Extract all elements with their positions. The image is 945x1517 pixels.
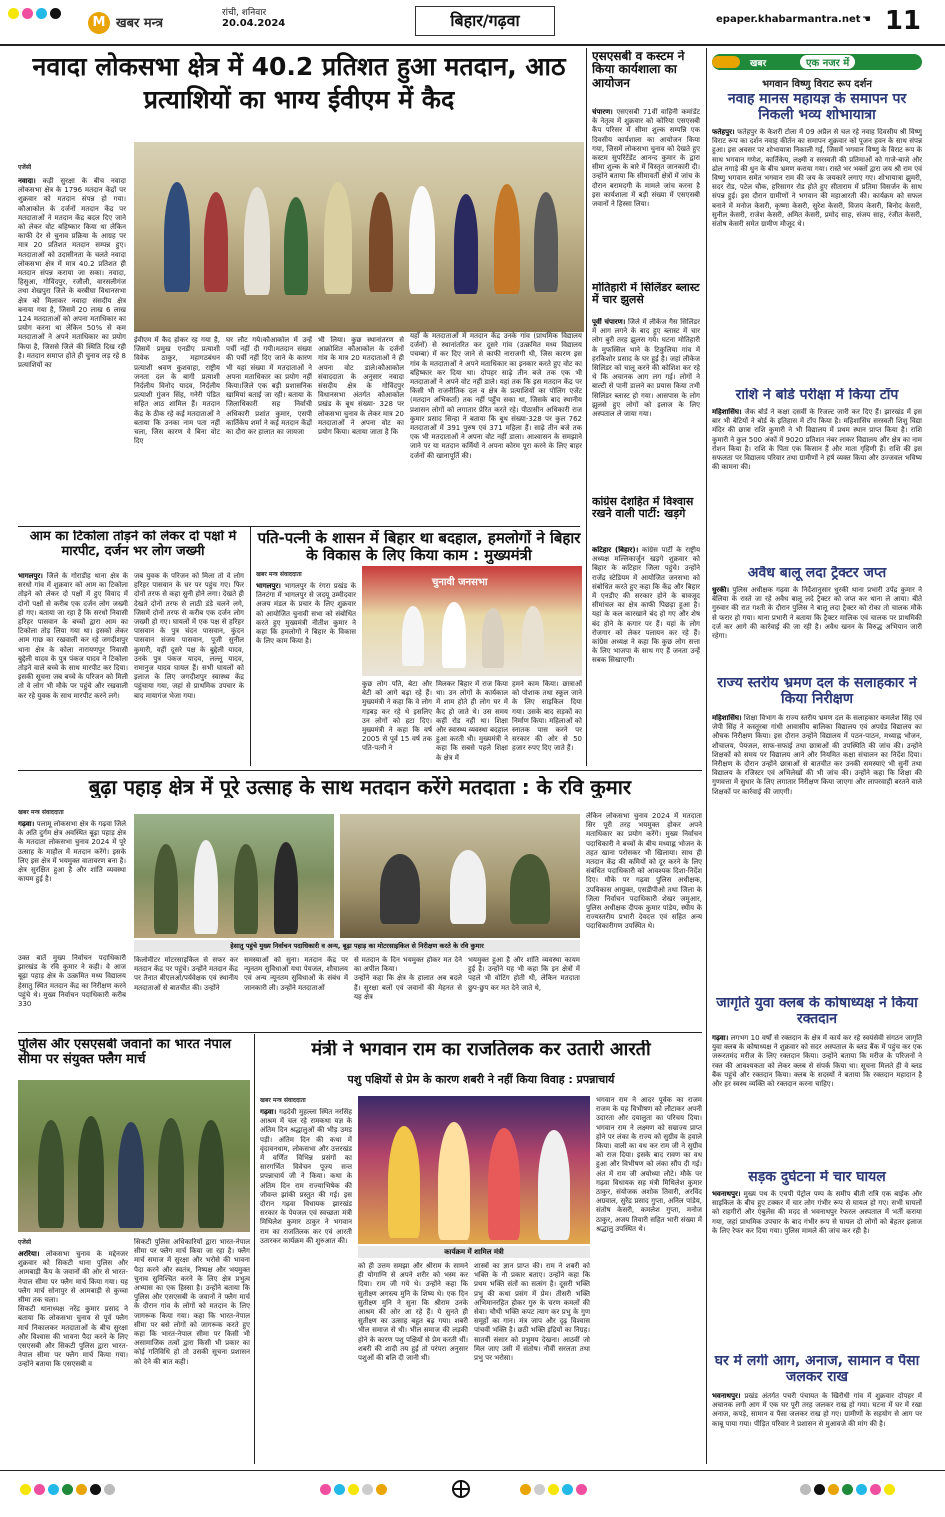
budha-photo-caption: हेसातु पहुंचे मुख्य निर्वाचन पदाधिकारी व अन्य, बूढ़ा पहाड़ का मोटरसाइकिल से निरीक्षण करते के रवि कुमार: [134, 940, 580, 952]
ram-photo-caption: कार्यक्रम में शामिल मंत्री: [358, 1246, 590, 1258]
column-rule: [250, 526, 251, 766]
budha-officials-photo: [134, 814, 334, 938]
tractor-headline: अवैध बालू लदा ट्रैक्टर जप्त: [747, 566, 887, 581]
blood-body: गढ़वा। लगभग 10 वर्षों से रक्तदान के क्षेत्र में कार्य कर रहे स्वयंसेवी संगठन जागृति युवा क्लब के कोषाध्यक्ष ने शुक्रवार को सदर अस्पताल के ब्लड बैंक में पहुंच कर एक जरूरतमंद मरीज के लिए रक्तदान किया। उन्होंने बताया कि मरीज के परिजनों ने रक्त की आवश्यकता को लेकर क्लब से संपर्क किया था। सूचना मिलते ही वे ब्लड बैंक पहुंचे और रक्तदान किया। क्लब के सदस्यों ने बताया कि रक्तदान महादान है और हर स्वस्थ व्यक्ति को रक्तदान करना चाहिए।: [712, 1034, 922, 1089]
footer-dots-right: [800, 1484, 895, 1495]
police-byline: एजेंसी: [18, 1239, 32, 1246]
ram-rajtilak-photo: [358, 1096, 590, 1244]
ram-col-1: गढ़वा। गढ़देवी मुहल्ला स्थित नरसिंह आश्रम में चल रहे रामकथा यज्ञ के अंतिम दिन श्रद्धालुओं की भीड़ उमड़ पड़ी। अंतिम दिन की कथा में वृंदावनधाम, लोकसभा और उत्तरखंड में वर्णित विभिन्न प्रसंगों का सारगर्भित विवेचन पूज्य सन्त प्रपन्नाचार्य जी ने किया। कथा के अंतिम दिन राम राज्याभिषेक की जीवन्त झांकी प्रस्तुत की गई। इस दौरान गढ़वा विधायक झारखंड सरकार के पेयजल एवं स्वच्छता मंत्री मिथिलेश कुमार ठाकुर ने भगवान राम का राजतिलक कर एवं आरती उतारकर कार्यक्रम की शुरुआत की।: [260, 1108, 352, 1245]
brief-badge-icon: [712, 56, 740, 68]
nitish-col-3: मिलकर बिहार में राज किया था। उन लोगों के कार्यकाल में शाम होते ही लोग घर में कैद हो जाते थे। उस समय कहीं रोड नहीं था। शिक्षा और स्वास्थ्य व्यवस्था बदहाल हुआ करती थी। मुख्यमंत्री ने कहा कि सबसे पहले शिक्षा के क्षेत्र में: [436, 680, 508, 762]
nitish-headline: पति-पत्नी के शासन में बिहार था बदहाल, हमलोगों ने बिहार के विकास के लिए किया काम : मुख्यमंत्री: [257, 530, 581, 564]
masthead: [0, 0, 945, 46]
cylinder-headline: मोतिहारी में सिलिंडर ब्लास्ट में चार झुलसे: [592, 282, 700, 307]
brief-tag-2: एक नजर में: [800, 55, 855, 69]
navah-kicker: भगवान विष्णु विराट रूप दर्शन: [762, 79, 872, 90]
brand-name: खबर मन्त्र: [116, 16, 164, 31]
tikola-col-2: जब युवक के परिजन को मिला तो वे लोग हरिहर पासवान के घर पर पहुंच गए। फिर दोनों तरफ से कहा सुनी होने लगा। देखते ही देखते दोनों तरफ से लाठी डंडे चलने लगे, जिसमें दोनों तरफ से करीब एक दर्जन लोग जख्मी हो गए। घायलों में एक पक्ष से हरिहर पासवान के पुत्र चंदन पासवान, कुंदन पासवान संजय पासवान, पूजी सुनील कुमारी, वहीं दूसरे पक्ष के बुद्देली यादव, उनके पुत्र पंकज यादव, लल्लू यादव, रामानुज यादव घायल हैं। सभी घायलों को इलाज के लिए जगदीशपुर स्वास्थ्य केंद्र पहुंचाया गया, जहां से प्राथमिक उपचार के बाद मायागंज भेजा गया।: [134, 572, 244, 700]
nitish-col-2: कुछ लोग पति, बेटा और बेटी को आगे बढ़ा रहे हैं। मुख्यमंत्री ने कहा कि वे लोग गड़बड़ कर रहे थे इसलिए उन लोगों को हटा दिए। मुख्यमंत्री ने कहा कि वर्ष 2005 से पूर्व 15 वर्ष तक पति-पत्नी ने: [362, 680, 432, 753]
color-registration-dots: [8, 8, 61, 19]
news-brief-ribbon: [712, 54, 922, 70]
budha-col-2: किलोमीटर मोटरसाइकिल से सफर कर मतदान केंद्र पर पहुंचे। उन्होंने मतदान केंद्र पर तैनात बीएलओ/पर्यवेक्षक एवं स्थानीय मतदाताओं से बातचीत की। उन्होंने: [134, 956, 238, 992]
lead-byline: एजेंसी: [18, 164, 32, 171]
ram-col-4: शास्त्रों का ज्ञान प्राप्त की। राम ने शबरी को भक्ति के नौ प्रकार बताए। उन्होंने कहा कि प्रथम भक्ति संतों का सत्संग है। दूसरी भक्ति प्रभु की कथा प्रसंग में प्रेम। तीसरी भक्ति अभिमानरहित होकर गुरु के चरण कमलों की सेवा। चौथी भक्ति कपट त्याग कर प्रभु के गुण समूहों का गान। मंत्र जाप और दृढ़ विश्वास पांचवीं भक्ति है। छठी भक्ति इंद्रियों का निग्रह। सातवीं संसार को प्रभुमय देखना। आठवीं जो मिल जाए उसी में संतोष। नौवीं सरलता तथा प्रभु पर भरोसा।: [474, 1262, 590, 1363]
tikola-headline: आम का टिकोला तोड़ने को लेकर दो पक्षों में मारपीट, दर्जन भर लोग जख्मी: [29, 530, 237, 559]
page-number: 11: [884, 6, 921, 36]
accident-headline: सड़क दुर्घटना में चार घायल: [748, 1170, 886, 1185]
police-headline: पुलिस और एसएसबी जवानों का भारत नेपाल सीमा पर संयुक्त फ्लैग मार्च: [18, 1038, 232, 1067]
nitish-rally-photo: [362, 566, 582, 676]
column-rule: [586, 48, 587, 766]
rashi-headline: राशि ने बोर्ड परीक्षा में किया टॉप: [735, 388, 899, 403]
budha-byline: खबर मन्त्र संवाददाता: [18, 809, 64, 816]
ram-col-3: को ही उत्तम समझा और श्रीराम के सामने ही योगाग्नि से अपने शरीर को भस्म कर दिया। राम जी गये थे। उन्होंने कहा कि सुतीक्ष्ण अगस्त्य मुनि के शिष्य थे। एक दिन सुतीक्ष्ण मुनि ने सुना कि श्रीराम उनके आश्रम की ओर आ रहे हैं। ये सुनते ही सुतीक्ष्ण का उत्साह बहुत बढ़ गया। शबरी भील समाज से थी। भील समाज की लड़की होने के कारण पशु पक्षियों से प्रेम करती थीं। शबरी की शादी तय हुई तो परंपरा अनुसार पशुओं की बलि दी जानी थी।: [358, 1262, 468, 1363]
issue-date: 20.04.2024: [222, 18, 286, 29]
nitish-byline: खबर मन्त्र संवाददाता: [256, 571, 302, 578]
inspect-headline: राज्य स्तरीय भ्रमण दल के सलाहकार ने किया निरीक्षण: [717, 676, 917, 707]
fire-headline: घर में लगी आग, अनाज, सामान व पैसा जलकर राख: [714, 1354, 920, 1385]
section-rule: [18, 770, 702, 771]
section-rule: [18, 526, 580, 527]
cursor-icon: ☚: [862, 14, 871, 25]
column-rule: [706, 48, 707, 1464]
budha-col-1b: उक्त बातें मुख्य निर्वाचन पदाधिकारी झारखंड के रवि कुमार ने कही। वे आज बूढ़ा पहाड़ क्षेत्र के उत्क्रमित मध्य विद्यालय हेसातु स्थित मतदान केंद्र का निरीक्षण करने पहुंचे थे। मुख्य निर्वाचन पदाधिकारी करीब 330: [18, 954, 126, 1009]
police-col-2: सिकटी पुलिस अधिकारियों द्वारा भारत-नेपाल सीमा पर फ्लैग मार्च किया जा रहा है। फ्लैग मार्च समाज में सुरक्षा और भरोसे की भावना पैदा करने और स्वतंत्र, निष्पक्ष और भयमुक्त चुनाव सुनिश्चित करने के लिए क्षेत्र प्रभुत्व अभ्यास का एक हिस्सा है। उन्होंने बताया कि पुलिस और एसएसबी के जवानों ने फ्लैग मार्च के दौरान गांव के लोगों को मतदान के लिए जागरूक किया गया। कहा कि भारत-नेपाल सीमा पर बसे लोगों को जागरूक करते हुए कहा कि भारत-नेपाल सीमा पर किसी भी असामाजिक तत्वों द्वारा किसी भी प्रकार का कोई गतिविधि हो तो उसकी सूचना प्रशासन को देने की बात कही।: [134, 1238, 250, 1366]
tikola-col-1: भागलपुर। जिले के गोराडीह थाना क्षेत्र के सरधो गांव में शुक्रवार को आम का टिकोला तोड़ने को लेकर दो पक्षों में हुए विवाद में दोनों पक्षों से करीब एक दर्जन लोग जख्मी हो गए। बताया जा रहा है कि सरधो निवासी हरिहर पासवान के बच्चों द्वारा आम का टिकोला तोड़ लिया गया था। इसको लेकर आम गाछ का रखवाली कर रहे जगदीशपुर थाना क्षेत्र के कोला नारायणपुर निवासी बुद्देली यादव के पुत्र पंकज यादव ने टिकोला तोड़ने वाले बच्चे के साथ मारपीट कर दिया। इसकी सूचना जब बच्चे के परिजन को मिली तो वे लोग भी मौके पर पहुंचे और रखवाली कर रहे युवक के साथ मारपीट करने लगे।: [18, 572, 128, 700]
budha-col-6: लेकिन लोकसभा चुनाव 2024 में मतदाता सिर पूरी तरह भयमुक्त होकर अपने मताधिकार का प्रयोग करेंगे। मुख्य निर्वाचन पदाधिकारी ने बच्चों के बीच मध्याह्न भोजन के तहत खाना परोसकर भी खिलाया। साथ ही मतदान केंद्र की कमियों को दूर करने के लिए संबंधित पदाधिकारी को आवश्यक दिशा-निर्देश दिए। मौके पर गढ़वा पुलिस अधीक्षक, उपविकास आयुक्त, एसडीपीओ तथा जिला के जिला निर्वाचन पदाधिकारी शेखर जमुआर, पुलिस अधीक्षक दीपक कुमार पांडेय, स्थीय के राज्यस्तरीय प्रभारी देवदत्त एवं सहित अन्य पदाधिकारीगण उपस्थित थे।: [586, 812, 702, 931]
brand-logo-icon: M: [88, 12, 110, 34]
blood-headline: जागृति युवा क्लब के कोषाध्यक्ष ने किया रक्तदान: [716, 996, 918, 1027]
lead-col-5: यहाँ के मतदाताओं में मतदान केंद्र उनके गांव (प्राथमिक विद्यालय दर्जनों) से स्थानांतरित कर दूसरे गांव (उत्क्रमित मध्य विद्यालय पचम्बा) में कर दिए जाने से काफी नाराजगी थी, जिस कारण इस गांव के मतदाताओं ने अपने मताधिकार का इनकार करते हुए वोट का बहिष्कार कर दिया था। दोपहर साढ़े तीन बजे तक एक भी मतदाताओं ने अपने वोट नहीं डाले। यहां तक कि इस मतदान केंद्र पर किसी भी राजनीतिक दल व क्षेत्र के प्रत्याशियों का पोलिंग एजेंट (मतदान अभिकर्ता) तक नहीं पहुँच सका था, जिसके बाद स्थानीय प्रशासन लोगों को लगातार प्रेरित करते रहे। पीठासीन अधिकारी राज कुमार प्रसाद सिन्हा ने बताया कि बूथ संख्या-328 पर कुल 762 मतदाताओं में 391 पुरुष एवं 371 महिला हैं। साढ़े तीन बजे तक एक भी मतदाताओं ने अपना वोट नहीं डाला। आश्वासन के समझाने जाने पर या मतदान कर्मियों ने अपना कोरम पूरा करने के लिए बाहर दर्जनों की खानापूर्ति की।: [410, 332, 582, 460]
cylinder-body: पूर्वी चंपारण। जिले में लीकेज गैस सिलिंडर में आग लगने के बाद हुए ब्लास्ट में चार लोग बुरी तरह झुलस गये। घटना मोतिहारी के मुफस्सिल थाने के टिकुलिया गांव में हरकिशोर प्रसाद के घर हुई है। जहां लीकेज सिलिंडर को चालू करने की कोशिश कर रहे थे कि अचानक आग लग गई। लोगों ने बाल्टी से पानी डालने का प्रयास किया तभी सिलिंडर ब्लास्ट हो गया। आसपास के लोग झुलसे हुए लोगों को इलाज के लिए अस्पताल ले जाया गया।: [592, 318, 700, 419]
ssb-headline: एसएसबी व कस्टम ने किया कार्यशाला का आयोजन: [592, 50, 685, 90]
brief-tag: खबर: [750, 59, 767, 69]
police-flagmarch-photo: [18, 1080, 250, 1232]
ram-col-5: भगवान राम ने आदर पूर्वक का राजम राजम के यह विभीषण को लौटाकर अपनी उदारता और दयालुता का परिचय दिया। भगवान राम ने लक्ष्मण को सम्राज्य प्राप्त होने पर लंका के राज्य को सुग्रीव के हवाले किया। वाली का वध कर राम जी ने सुग्रीव को राज दिया। इसके बाद रावण का वध हुआ और विभीषण को लंका सौंप दी गई। अंत में राम जी अयोध्या लौटे। मौके पर गढ़वा विधायक सह मंत्री मिथिलेश कुमार ठाकुर, संयोजक अशोक तिवारी, अरविंद अग्रवाल, सुरेंद्र प्रसाद गुप्ता, अनिल पांडेय, संतोष केसरी, कमलेश गुप्ता, मनोज ठाकुर, अजय तिवारी सहित भारी संख्या में श्रद्धालु उपस्थित थे।: [596, 1096, 702, 1233]
footer-rule: [0, 1470, 945, 1471]
ram-byline: खबर मन्त्र संवाददाता: [260, 1097, 306, 1104]
rally-banner-text: चुनावी जनसभा: [432, 577, 488, 588]
accident-body: भवनाथपुर। मुख्य पथ के एचपी पेट्रोल पम्प के समीप बीती रात्रि एक बाईक और साइकिल के बीच हुए टक्कर में चार लोग गंभीर रूप से घायल हो गए। सभी घायलों को राहगीरों और एंबुलेंस की मदद से भवनाथपुर रेफरल अस्पताल में भर्ती कराया गया, जहां प्राथमिक उपचार के बाद गंभीर रूप से घायल दो लोगों को बेहतर इलाज के लिए रेफर कर दिया गया। पुलिस मामले की जांच कर रही है।: [712, 1190, 922, 1235]
budha-col-5: भयमुक्त हुआ है और शांति व्यवस्था कायम हुई है। उन्होंने यह भी कहा कि इन क्षेत्रों में पहले भी वोटिंग होती थी, लेकिन मतदाता छुप-छुप कर मत देने जाते थे,: [468, 956, 580, 992]
footer-dots-center-right: [520, 1484, 587, 1495]
nitish-col-1: भागलपुर। भागलपुर के रंगरा प्रखंड के तिनटंगा में भागलपुर से जदयू उम्मीदवार अजय मंडल के प्रचार के लिए शुक्रवार को आयोजित चुनावी सभा को संबोधित करते हुए मुख्यमंत्री नीतीश कुमार ने कहा कि हमलोगों ने बिहार के विकास के लिए काम किया है।: [256, 582, 356, 646]
budha-col-3: समस्याओं को सुना। मतदान केंद्र पर न्यूनतम सुविधाओं यथा पेयजल, शौचालय एवं अन्य न्यूनतम सुविधाओं के संबंध में जानकारी ली। उन्होंने मतदाताओं: [244, 956, 348, 992]
column-rule: [254, 1034, 255, 1464]
section-label: बिहार/गढ़वा: [415, 6, 555, 36]
budha-motorcycle-photo: [340, 814, 580, 938]
nitish-col-4: हमने काम किया। छात्राओं को पोशाक तथा स्कूल जाने के लिए साइकिल दिया गया। उसके बाद सड़कों का निर्माण किया। महिलाओं को स्नातक पास करने पर सरकार की ओर से 50 हजार रुपए दिए जाते हैं।: [512, 680, 582, 753]
rashi-body: महिशासिंघ। जैक बोर्ड ने कक्षा दसवीं के रिजल्ट जारी कर दिए हैं। झारखंड में इस बार भी बेटियों ने बोर्ड के इतिहास में टॉप किया है। महिशासिंघ सरस्वती शिशु विद्या मंदिर की छात्रा राशि कुमारी ने भी विद्यालय में प्रथम स्थान प्राप्त किया है। राशि कुमारी ने कुल 500 अंकों में 9020 प्रतिशत नंबर लाकर विद्यालय और क्षेत्र का नाम रोशन किया है। राशि के पिता एक किसान हैं और माता गृहिणी हैं। राशि की इस सफलता पर विद्यालय परिवार तथा ग्रामीणों ने हर्ष व्यक्त किया और उज्जवल भविष्य की कामना की।: [712, 408, 922, 472]
registration-crosshair-icon: [452, 1480, 470, 1498]
lead-headline: नवादा लोकसभा क्षेत्र में 40.2 प्रतिशत हुआ मतदान, आठ प्रत्याशियों का भाग्य ईवीएम में कैद: [32, 52, 566, 114]
budha-headline: बुढ़ा पहाड़ क्षेत्र में पूरे उत्साह के साथ मतदान करेंगे मतदाता : के रवि कुमार: [88, 776, 632, 799]
navah-headline: नवाह मानस महायज्ञ के समापन पर निकली भव्य शोभायात्रा: [727, 92, 907, 123]
lead-col-3: घर लौट गये।कौआकोल में उन्हें पर्ची नहीं दी गयी।मतदान संख्या की पर्ची नहीं दिए जाने के कारण भी यहां संख्या में मतदाताओं ने अपना मताधिकार का प्रयोग नहीं किया।जिले एक बड़ी प्रशासनिक खामियां बताई जा रही। बताया के जिलाधिकारी सह निर्वाची अधिकारी प्रशांत कुमार, एसपी कार्तिकेय शर्मा ने कई मतदान केंद्रों का दौरा कर हालात का जायजा: [226, 336, 312, 437]
footer-dots-left: [20, 1484, 115, 1495]
section-rule: [18, 1032, 702, 1033]
tractor-body: धुरकी। पुलिस अधीक्षक गढ़वा के निर्देशानुसार धुरकी थाना प्रभारी उपेंद्र कुमार ने बेलिया के रास्ते जा रहे अवैध बालू लदे ट्रैक्टर को जप्त कर थाना ले आया। बीते गुरुवार की रात गश्ती के दौरान पुलिस ने बालू लदा ट्रैक्टर को रोका तो चालक मौके से फरार हो गया। थाना प्रभारी ने बताया कि ट्रैक्टर मालिक एवं चालक पर प्राथमिकी दर्ज कर आगे की कार्रवाई की जा रही है। अवैध खनन के विरुद्ध अभियान जारी रहेगा।: [712, 586, 922, 641]
ssb-body: चंपारण। एसएसबी 71वीं वाहिनी कमांडेंट के नेतृत्व में शुक्रवार को कोरिया एसएसबी कैंप परिसर में सीमा शुल्क सम्पन्नि एक दिवसीय कार्यशाला का आयोजन किया गया, जिसमें लोकसभा चुनाव को देखते हुए कस्टम सुपरिंटेंडेंट आनन्द कुमार के द्वारा सीमा शुल्क के बारे में विस्तृत जानकारी दी। उन्होंने बताया कि सीमावर्ती क्षेत्रों में जांच के दौरान बरामदगी के मामले जांच करना है इस कार्यशाला में बड़ी संख्या में एसएसबी जवानों ने हिस्सा लिया।: [592, 108, 700, 209]
budha-col-1: गढ़वा। पलामू लोकसभा क्षेत्र के गढ़वा जिले के अति दुर्गम क्षेत्र अवस्थित बूढ़ा पहाड़ क्षेत्र के मतदाता लोकसभा चुनाव 2024 में पूरे उत्साह के माहौल में मतदान करेंगे। इसके लिए इस क्षेत्र में भयमुक्त वातावरण बना है। क्षेत्र सुरक्षित हुआ है और शांति व्यवस्था कायम हुई है।: [18, 820, 126, 884]
lead-col-2: ईवीएम में कैद होकर रह गया है, जिसमें प्रमुख एनडीए प्रत्याशी विवेक ठाकुर, महागठबंधन प्रत्याशी श्रवण कुशवाहा, राष्ट्रीय जनता दल के बागी प्रत्याशी निर्दलीय विनोद यादव, निर्दलीय प्रत्याशी गुंजन सिंह, गनेरी पंडित सहित आठ शामिल हैं। मतदान केंद्र के ठीक रहे कई मतदाताओं ने बताया कि उनका नाम पता नहीं चला, जिस कारण वे बिना वोट दिए: [134, 336, 220, 446]
congress-headline: कांग्रेस देशहित में विश्वास रखने वाली पार्टी: खड़गे: [592, 496, 694, 521]
masthead-rule: [0, 44, 945, 46]
ram-subhead: पशु पक्षियों से प्रेम के कारण शबरी ने नहीं किया विवाह : प्रपन्नाचार्य: [347, 1073, 615, 1086]
footer-dots-center-left: [320, 1484, 387, 1495]
lead-col-4: भी लिया। कुछ स्थानांतरण से आक्रोशित कौआकोल के दर्जनों गांव के मात्र 20 मतदाताओं ने ही अपना वोट डाले।कौआकोल संवाददाता के अनुसार नवादा संसदीय क्षेत्र के गोविंदपुर विधानसभा अंतर्गत कौआकोल प्रखंड के बूथ संख्या- 328 पर लोकसभा चुनाव के लेकर मात्र 20 मतदाताओं ने अपना वोट का प्रयोग किया। बताया जाता है कि: [318, 336, 404, 437]
ram-headline: मंत्री ने भगवान राम का राजतिलक कर उतारी आरती: [311, 1040, 651, 1060]
police-col-1: अररिया। लोकसभा चुनाव के मद्देनजर शुक्रवार को सिकटी थाना पुलिस और आमबाड़ी कैंप के जवानों की ओर से भारत-नेपाल सीमा पर फ्लैग मार्च किया गया। यह फ्लैग मार्च सोनापुर से आमबाड़ी से कुच्चा सीमा तक चला। सिकटी थानाध्यक्ष नरेंद्र कुमार प्रसाद ने बताया कि लोकसभा चुनाव से पूर्व फ्लैग मार्च निकालकर मतदाताओं के बीच सुरक्षा और विश्वास की भावना पैदा करने के लिए एसएसबी और सिकटी पुलिस द्वारा भारत-नेपाल सीमा पर फ्लैग मार्च किया गया। उन्होंने बताया कि एसएसबी व: [18, 1250, 128, 1369]
city-day: रांची, शनिवार: [222, 8, 267, 18]
epaper-url[interactable]: epaper.khabarmantra.net: [716, 14, 861, 25]
lead-col-1: नवादा। कड़ी सुरक्षा के बीच नवादा लोकसभा क्षेत्र के 1796 मतदान केंद्रों पर शुक्रवार को मतदान संपन्न हो गया। कौआकोल के दर्जनों मतदान केंद्र पर मतदाताओं ने मतदान केंद्र बदल दिए जाने को लेकर वोट बहिष्कार किया था लेकिन काफी देर से चुनाव प्रक्रिया के आग्रह पर मात्र 20 प्रतिशत मतदान सम्पन्न हुए।मतदाताओं को उदासीनता के चलते नवादा लोकसभा क्षेत्र में मात्र 40.2 प्रतिशत ही मतदान संपन्न कराया जा सका। नवादा, हिसुआ, गोविंदपुर, रजौली, वारसलीगंज तथा शेखपुरा जिले के बरबीघा विधानसभा क्षेत्र को मिलाकर नवादा संसदीय क्षेत्र बनाया गया है, जिसमें 20 लाख 6 लाख 124 मतदाताओं को अपना मताधिकार का प्रयोग करना था लेकिन 50% से कम मतदाताओं ने अपने मताधिकार का प्रयोग किया है, जिससे जिले की स्थिति दिख रही है। मतदान समाप्त होते ही चुनाव लड़ रहे 8 प्रत्याशियों का: [18, 177, 126, 370]
fire-body: भवनाथपुर। प्रखंड अंतर्गत पचरी पंचायत के खिरौधी गांव में शुक्रवार दोपहर में अचानक लगी आग में एक घर पूरी तरह जलकर राख हो गया। घटना में घर में रखा अनाज, कपड़े, सामान व पैसा जलकर राख हो गए। ग्रामीणों के सहयोग से आग पर काबू पाया गया। पीड़ित परिवार ने प्रशासन से मुआवजे की मांग की है।: [712, 1392, 922, 1428]
budha-col-4: से मतदान के दिन भयमुक्त होकर मत देने का अपील किया। उन्होंने कहा कि क्षेत्र के हालात अब बदले हैं। सुरक्षा बलों एवं जवानों की मेहनत से यह क्षेत्र: [354, 956, 462, 1001]
congress-body: कटिहार (बिहार)। कांग्रेस पार्टी के राष्ट्रीय अध्यक्ष मल्लिकार्जुन खड़गे शुक्रवार को बिहार के कटिहार जिला पहुंचे। उन्होंने राजेंद्र स्टेडियम में आयोजित जनसभा को संबोधित करते हुए कहा कि केंद्र और बिहार में एनडीए की सरकार होने के बावजूद सीमांचल का क्षेत्र काफी पिछड़ा हुआ है। यहां के कल कारखाने बंद हो गए और शेष बंद होने के कगार पर हैं। यहां के लोग रोजगार को लेकर पलायन कर रहे हैं। कांग्रेस अध्यक्ष ने कहा कि कुछ लोग सत्ता के लिए भाजपा के साथ गए हैं जनता उन्हें सबक सिखाएगी।: [592, 546, 700, 665]
inspect-body: महिशासिंघ। शिक्षा विभाग के राज्य स्तरीय भ्रमण दल के सलाहकार कमलेश सिंह एवं जेपी सिंह ने कस्तूरबा गांधी आवासीय बालिका विद्यालय एवं अपग्रेड विद्यालय का औचक निरीक्षण किया। इस दौरान उन्होंने विद्यालय में पठन-पाठन, मध्याह्न भोजन, शौचालय, पेयजल, साफ-सफाई तथा छात्राओं की उपस्थिति की जांच की। उन्होंने शिक्षकों को समय पर विद्यालय आने और नियमित कक्षा संचालन का निर्देश दिया। निरीक्षण के दौरान उन्होंने छात्राओं से बातचीत कर उनकी समस्याएं भी सुनीं तथा विद्यालय के रजिस्टर एवं अभिलेखों की भी जांच की। उन्होंने कहा कि शिक्षा की गुणवत्ता में सुधार के लिए लगातार निरीक्षण किया जाएगा और लापरवाही बरतने वाले शिक्षकों पर कार्रवाई की जाएगी।: [712, 714, 922, 796]
navah-body: फतेहपुर। फतेहपुर के केशरी टोला में 09 अप्रैल से चल रहे नवाह दिवसीय श्री विष्णु विराट रूप का दर्शन नवाह कीर्तन का समापन शुक्रवार को पूजन हवन के साथ संपन्न हुआ। इस अवसर पर शोभायात्रा निकाली गई, जिसमें भगवान विष्णु के विराट रूप के साथ भगवान गणेश, कार्तिकेय, लक्ष्मी व सरस्वती की प्रतिमाओं को गाजे-बाजे और ढोल नगाड़े की धुन के बीच भ्रमण कराया गया। रास्ते भर भक्तों द्वारा जय श्री राम एवं विष्णु भगवान समेत भगवान राम की जय के जयकारे लगाए गए। शोभायात्रा झुमरी, सदर रोड, पटेल चौक, हरिसागर रोड होते हुए सीताराम में प्रतिमा विसर्जन के साथ संपन्न हुई। इस दौरान ग्रामीणों ने भगवान की महाआरती की। कार्यक्रम को सफल बनाने में मनोज केसरी, कृष्णा केसरी, सुरेश केसरी, विजय केसरी, बिनोद केसरी, सुनील केसरी, राजेश केसरी, अमित केसरी, प्रमोद साह, संजय साह, रंजीत केसरी, संतोष केसरी समेत ग्रामीण मौजूद थे।: [712, 128, 922, 229]
